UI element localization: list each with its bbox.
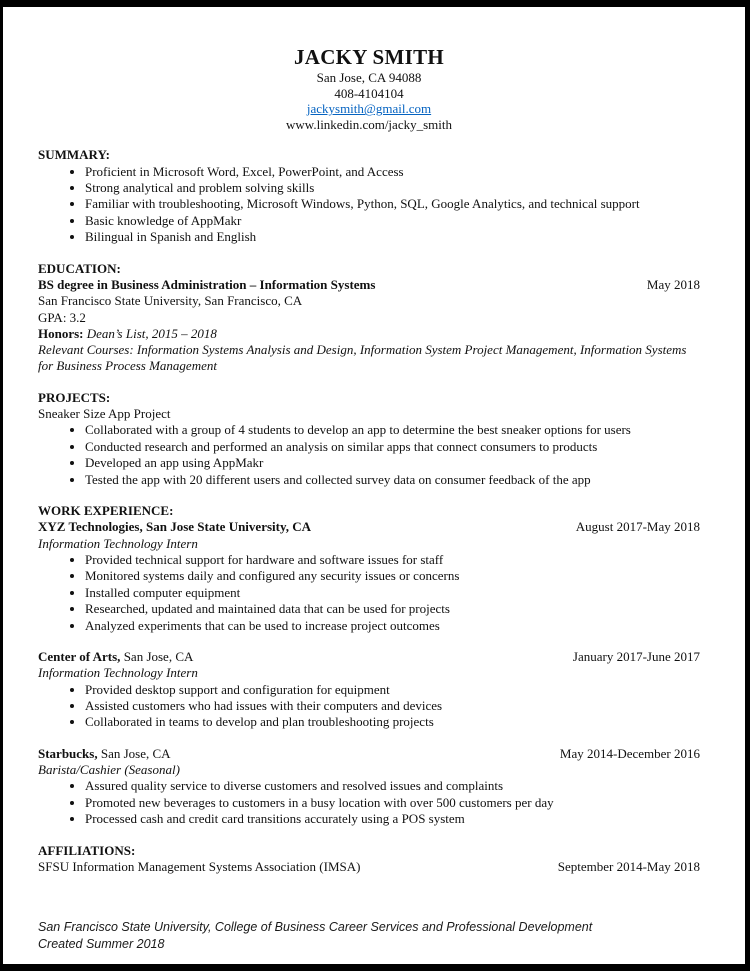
job-employer-name: XYZ Technologies, San Jose State University, CA	[38, 519, 312, 535]
education-courses: Relevant Courses: Information Systems Analysis and Design, Information System Project Management, Information Systems for Business Process Management	[38, 342, 687, 374]
job-employer	[38, 746, 171, 762]
candidate-linkedin: www.linkedin.com/jacky_smith	[286, 116, 452, 132]
job-entry	[38, 746, 700, 828]
job-employer	[38, 649, 193, 665]
job-employer-name: Center of Arts,	[38, 648, 121, 664]
affiliation-date: September 2014-May 2018	[557, 858, 700, 874]
honors-value: Dean’s List, 2015 – 2018	[83, 325, 217, 341]
project-bullet: • Collaborated with a group of 4 students to develop an app to determine the best sneaker options for users	[85, 422, 700, 438]
job-date: August 2017-May 2018	[575, 519, 700, 535]
summary-bullet: • Strong analytical and problem solving skills	[85, 180, 700, 196]
candidate-name: JACKY SMITH	[293, 45, 445, 69]
summary-bullet: • Familiar with troubleshooting, Microsoft Windows, Python, SQL, Google Analytics, and technical support	[85, 196, 700, 212]
resume-header	[38, 45, 700, 132]
job-header-row	[38, 746, 700, 762]
job-date: May 2014-December 2016	[559, 745, 700, 761]
projects-section	[38, 390, 700, 488]
job-bullet: • Researched, updated and maintained data that can be used for projects	[85, 601, 700, 617]
footer-source-line: San Francisco State University, College of Business Career Services and Professional Development	[38, 920, 593, 935]
job-bullet: • Provided technical support for hardware and software issues for staff	[85, 552, 700, 568]
summary-bullet-list	[38, 164, 700, 246]
project-bullet: • Tested the app with 20 different users and collected survey data on consumer feedback of the app	[85, 472, 700, 488]
candidate-email-line	[38, 101, 700, 117]
job-bullet-list	[38, 552, 700, 634]
job-header-row	[38, 649, 700, 665]
job-header-row	[38, 519, 700, 535]
affiliations-heading: AFFILIATIONS:	[38, 842, 136, 858]
education-degree-row	[38, 277, 700, 293]
job-bullet: • Monitored systems daily and configured any security issues or concerns	[85, 568, 700, 584]
job-bullet: • Installed computer equipment	[85, 585, 700, 601]
footer-created-line: Created Summer 2018	[38, 937, 165, 952]
document-footer	[38, 919, 700, 953]
affiliations-section	[38, 843, 700, 876]
job-employer-name: Starbucks,	[38, 745, 98, 761]
job-bullet-list	[38, 778, 700, 827]
honors-label: Honors:	[38, 325, 84, 341]
summary-section	[38, 147, 700, 245]
job-bullet: • Collaborated in teams to develop and plan troubleshooting projects	[85, 714, 700, 730]
education-gpa: GPA: 3.2	[38, 309, 86, 325]
job-date: January 2017-June 2017	[572, 648, 700, 664]
degree-name: BS degree in Business Administration – Information Systems	[38, 277, 376, 292]
work-experience-section	[38, 503, 700, 828]
summary-bullet: • Proficient in Microsoft Word, Excel, PowerPoint, and Access	[85, 164, 700, 180]
job-bullet: • Assisted customers who had issues with their computers and devices	[85, 698, 700, 714]
job-title: Barista/Cashier (Seasonal)	[38, 762, 180, 778]
job-bullet: • Analyzed experiments that can be used to increase project outcomes	[85, 618, 700, 634]
affiliation-org: SFSU Information Management Systems Association (IMSA)	[38, 858, 361, 874]
job-bullet-list	[38, 682, 700, 731]
email-link[interactable]: jackysmith@gmail.com	[306, 101, 432, 117]
project-bullet: • Developed an app using AppMakr	[85, 455, 700, 471]
project-bullet: • Conducted research and performed an analysis on similar apps that connect consumers to products	[85, 439, 700, 455]
education-school: San Francisco State University, San Francisco, CA	[38, 293, 303, 309]
summary-heading: SUMMARY:	[38, 147, 111, 163]
affiliation-row	[38, 859, 700, 875]
work-experience-heading: WORK EXPERIENCE:	[38, 503, 174, 518]
summary-bullet: • Basic knowledge of AppMakr	[85, 213, 700, 229]
job-entry	[38, 519, 700, 634]
job-title: Information Technology Intern	[38, 535, 198, 551]
job-bullet: • Processed cash and credit card transitions accurately using a POS system	[85, 811, 700, 827]
education-heading: EDUCATION:	[38, 260, 121, 276]
education-date: May 2018	[646, 277, 700, 292]
job-employer-location: San Jose, CA	[97, 745, 171, 761]
project-title: Sneaker Size App Project	[38, 406, 171, 422]
job-employer-location: San Jose, CA	[120, 648, 194, 664]
job-bullet: • Provided desktop support and configuration for equipment	[85, 682, 700, 698]
projects-bullet-list	[38, 422, 700, 488]
education-honors	[38, 326, 700, 342]
summary-bullet: • Bilingual in Spanish and English	[85, 229, 700, 245]
job-title: Information Technology Intern	[38, 665, 198, 681]
job-bullet: • Assured quality service to diverse customers and resolved issues and complaints	[85, 778, 700, 794]
job-entry	[38, 649, 700, 731]
candidate-address: San Jose, CA 94088	[316, 70, 422, 85]
candidate-phone: 408-4104104	[334, 85, 404, 101]
job-employer	[38, 519, 311, 535]
job-bullet: • Promoted new beverages to customers in a busy location with over 500 customers per day	[85, 795, 700, 811]
projects-heading: PROJECTS:	[38, 389, 111, 405]
education-section	[38, 261, 700, 375]
